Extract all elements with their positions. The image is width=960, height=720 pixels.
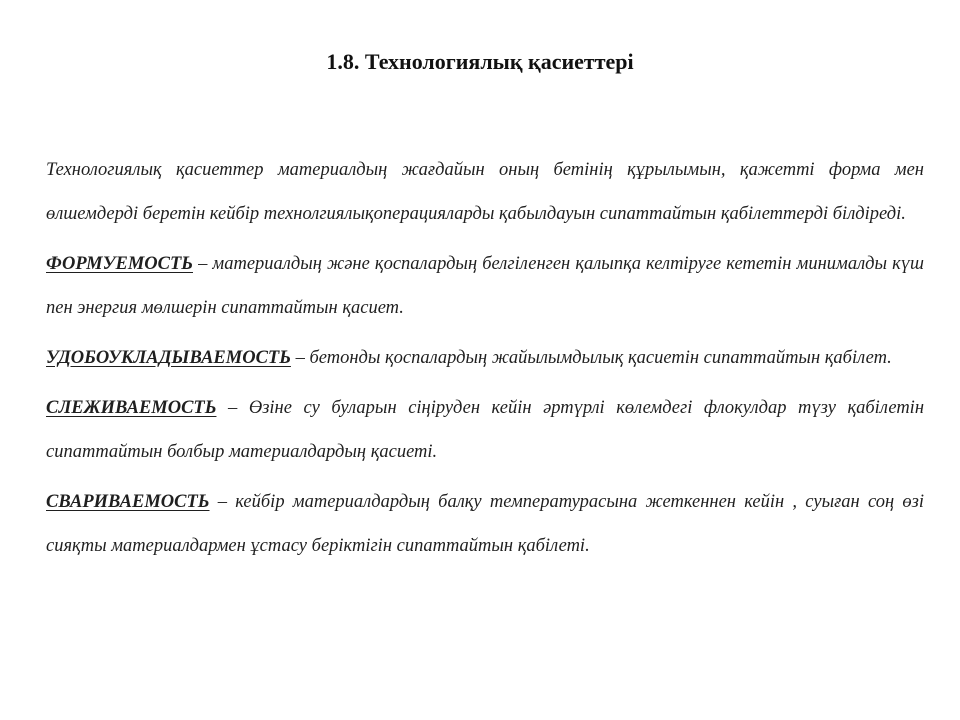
definition-svarivaemost xyxy=(46,480,924,568)
definition-text: – материалдың және қоспалардың белгіленген қалыпқа келтіруге кететін минималды күш пен энергия мөлшерін сипаттайтын қасиет. xyxy=(46,254,924,318)
definition-text: – бетонды қоспалардың жайылымдылық қасиетін сипаттайтын қабілет. xyxy=(290,348,892,368)
intro-paragraph: Технологиялық қасиеттер материалдың жағдайын оның бетінің құрылымын, қажетті форма мен өлшемдерді беретін кейбір технолгиялықоперацияларды қабылдауын сипаттайтын қабілеттерді білдіреді. xyxy=(46,160,924,224)
content-body xyxy=(46,148,924,574)
definition-text: – кейбір материалдардың балқу температурасына жеткеннен кейін , суыған соң өзі сияқты материалдармен ұстасу беріктігін сипаттайтын қабілеті. xyxy=(46,492,924,556)
definition-udoboukladyvaemost xyxy=(46,336,924,380)
definition-formuemost xyxy=(46,242,924,330)
term-udoboukladyvaemost: УДОБОУКЛАДЫВАЕМОСТЬ xyxy=(46,348,291,368)
term-svarivaemost: СВАРИВАЕМОСТЬ xyxy=(46,492,210,512)
term-slezhivaemost: СЛЕЖИВАЕМОСТЬ xyxy=(46,398,217,418)
definition-slezhivaemost xyxy=(46,386,924,474)
definition-text: – Өзіне су буларын сіңіруден кейін әртүрлі көлемдегі флокулдар түзу қабілетін сипаттайтын болбыр материалдардың қасиеті. xyxy=(46,398,924,462)
term-formuemost: ФОРМУЕМОСТЬ xyxy=(46,254,193,274)
page-title: 1.8. Технологиялық қасиеттері xyxy=(326,49,634,74)
